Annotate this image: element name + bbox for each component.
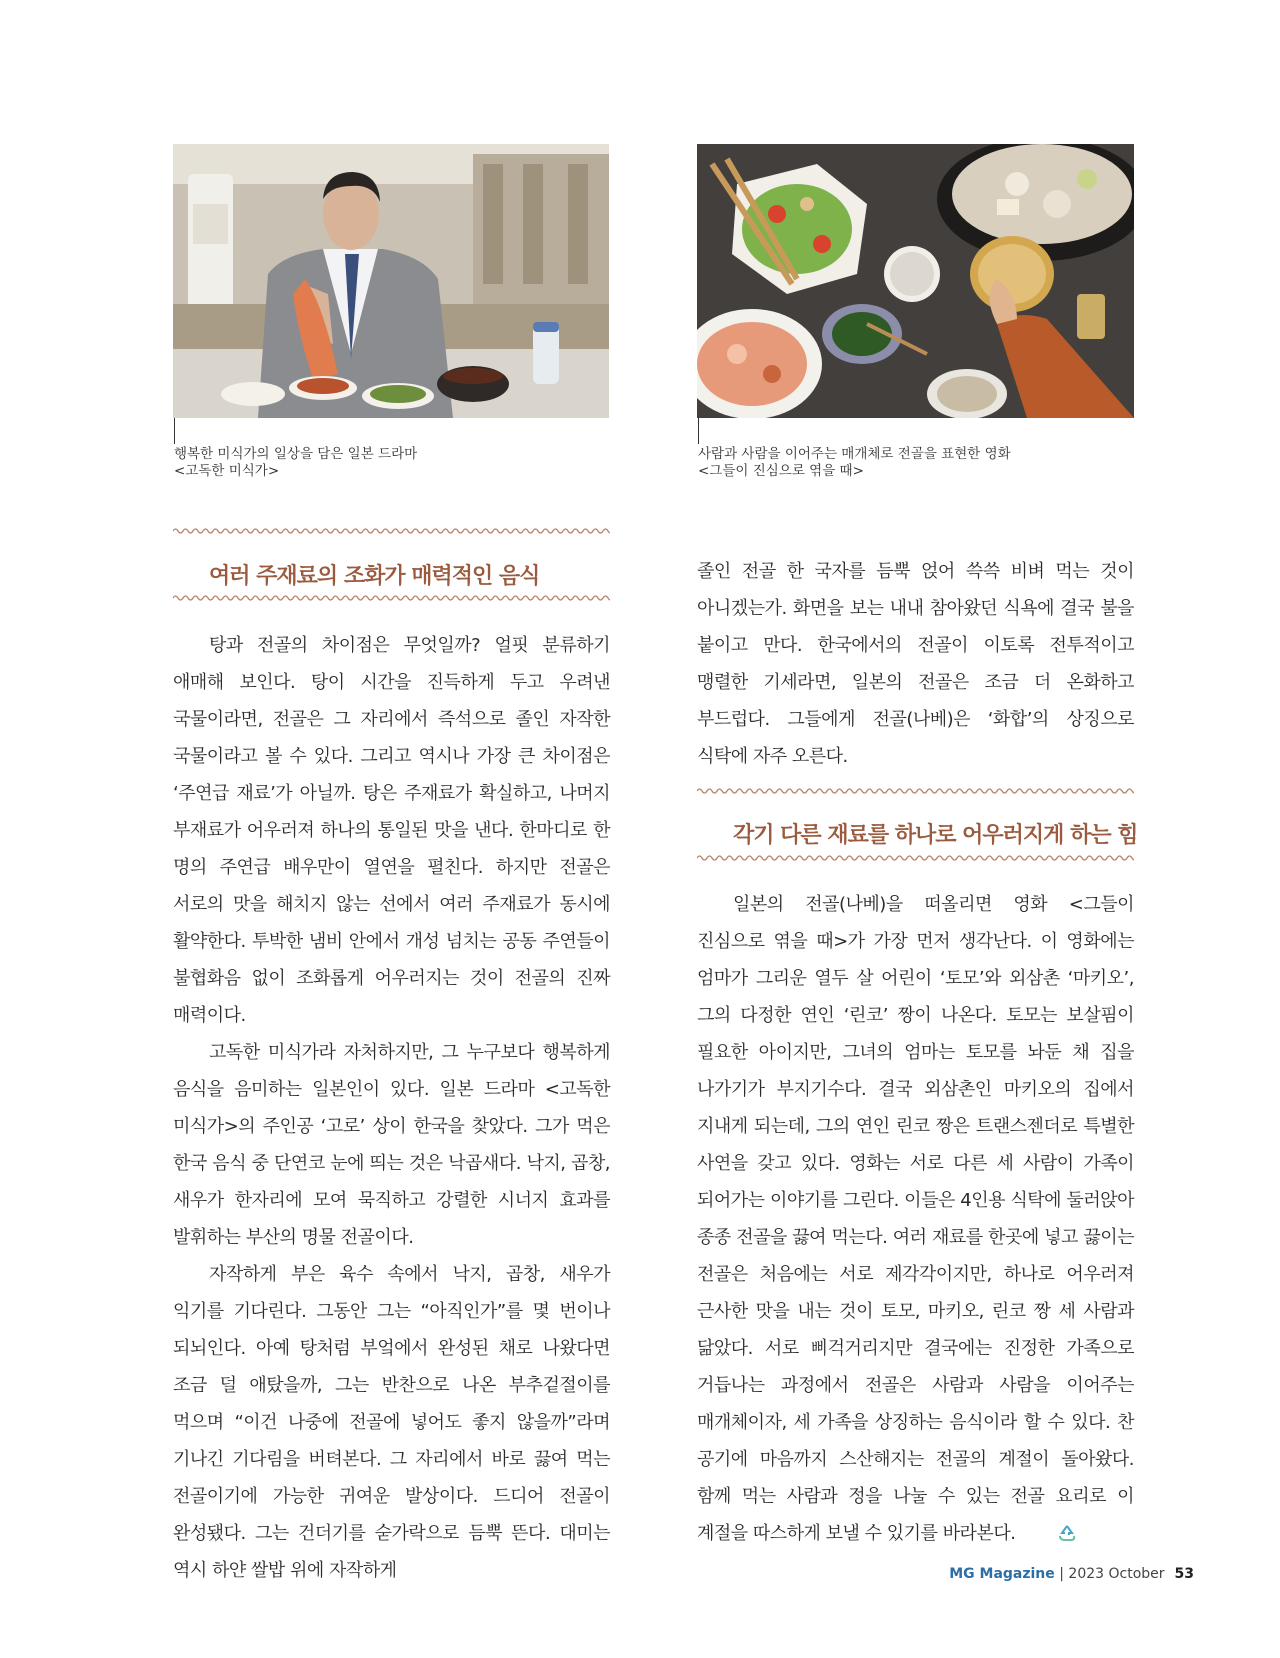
page-footer: [949, 1566, 1194, 1582]
paragraph: 탕과 전골의 차이점은 무엇일까? 얼핏 분류하기 애매해 보인다. 탕이 시간을 진득하게 두고 우려낸 국물이라면, 전골은 그 자리에서 즉석으로 졸인 자작한 국물이라고 볼 수 있다. 그리고 역시나 가장 큰 차이점은 ‘주연급 재료’가 아닐까. 탕은 주재료가 확실하고, 나머지 부재료가 어우러져 하나의 통일된 맛을 낸다. 한마디로 한 명의 주연급 배우만이 열연을 펼친다. 하지만 전골은 서로의 맛을 해치지 않는 선에서 여러 주재료가 동시에 활약한다. 투박한 냄비 안에서 개성 넘치는 공동 주연들이 불협화음 없이 조화롭게 어우러지는 것이 전골의 진짜 매력이다.: [173, 635, 610, 1026]
body-column-left: [173, 627, 610, 1589]
caption-line-left: [174, 418, 175, 444]
wave-divider-bottom-1: [173, 593, 610, 603]
paragraph: 자작하게 부은 육수 속에서 낙지, 곱창, 새우가 익기를 기다린다. 그동안 그는 “아직인가”를 몇 번이나 되뇌인다. 아예 탕처럼 부엌에서 완성된 채로 나왔다면 조금 덜 애탔을까, 그는 반찬으로 나온 부추겉절이를 먹으며 “이건 나중에 전골에 넣어도 좋지 않을까”라며 기나긴 기다림을 버텨본다. 그 자리에서 바로 끓여 먹는 전골이기에 가능한 귀여운 발상이다. 드디어 전골이 완성됐다. 그는 건더기를 숟가락으로 듬뿍 뜬다. 대미는 역시 하얀 쌀밥 위에 자작하게: [173, 1264, 610, 1581]
footer-separator: |: [1054, 1566, 1069, 1582]
wave-divider-top-2: [697, 786, 1134, 796]
body-column-right-top: [697, 553, 1134, 775]
caption-right-line2: <그들이 진심으로 엮을 때>: [698, 463, 864, 479]
wave-divider-bottom-2: [697, 853, 1134, 863]
magazine-name: MG Magazine: [949, 1566, 1055, 1582]
caption-left-line1: 행복한 미식가의 일상을 담은 일본 드라마: [174, 446, 418, 462]
paragraph: 고독한 미식가라 자처하지만, 그 누구보다 행복하게 음식을 음미하는 일본인이 있다. 일본 드라마 <고독한 미식가>의 주인공 ‘고로’ 상이 한국을 찾았다. 그가 먹은 한국 음식 중 단연코 눈에 띄는 것은 낙곱새다. 낙지, 곱창, 새우가 한자리에 모여 묵직하고 강렬한 시너지 효과를 발휘하는 부산의 명물 전골이다.: [173, 1042, 610, 1248]
photo-caption-left: [174, 446, 594, 480]
photo-caption-right: [698, 446, 1118, 480]
caption-right-line1: 사람과 사람을 이어주는 매개체로 전골을 표현한 영화: [698, 446, 1011, 462]
body-column-right-bottom: [697, 886, 1134, 1555]
photo-kodoku-drama: [173, 144, 609, 418]
paragraph: 졸인 전골 한 국자를 듬뿍 얹어 쓱쓱 비벼 먹는 것이 아니겠는가. 화면을 보는 내내 참아왔던 식욕에 결국 불을 붙이고 만다. 한국에서의 전골이 이토록 전투적이고 맹렬한 기세라면, 일본의 전골은 조금 더 온화하고 부드럽다. 그들에게 전골(나베)은 ‘화합’의 상징으로 식탁에 자주 오른다.: [697, 561, 1134, 767]
caption-left-line2: <고독한 미식가>: [174, 463, 280, 479]
paragraph-final: [697, 886, 1134, 1555]
paragraph-final-text: 일본의 전골(나베)을 떠올리면 영화 <그들이 진심으로 엮을 때>가 가장 먼저 생각난다. 이 영화에는 엄마가 그리운 열두 살 어린이 ‘토모’와 외삼촌 ‘마키오’, 그의 다정한 연인 ‘린코’ 짱이 나온다. 토모는 보살핌이 필요한 아이지만, 그녀의 엄마는 토모를 놔둔 채 집을 나가기가 부지기수다. 결국 외삼촌인 마키오의 집에서 지내게 되는데, 그의 연인 린코 짱은 트랜스젠더로 특별한 사연을 갖고 있다. 영화는 서로 다른 세 사람이 가족이 되어가는 이야기를 그린다. 이들은 4인용 식탁에 둘러앉아 종종 전골을 끓여 먹는다. 여러 재료를 한곳에 넣고 끓이는 전골은 처음에는 서로 제각각이지만, 하나로 어우러져 근사한 맛을 내는 것이 토모, 마키오, 린코 짱 세 사람과 닮았다. 서로 삐걱거리지만 결국에는 진정한 가족으로 거듭나는 과정에서 전골은 사람과 사람을 이어주는 매개체이자, 세 가족을 상징하는 음식이라 할 수 있다. 찬 공기에 마음까지 스산해지는 전골의 계절이 돌아왔다. 함께 먹는 사람과 정을 나눌 수 있는 전골 요리로 이 계절을 따스하게 보낼 수 있기를 바라본다.: [697, 894, 1134, 1544]
issue-date: 2023 October: [1068, 1566, 1165, 1582]
section-title-harmony: 여러 주재료의 조화가 매력적인 음식: [209, 564, 540, 589]
page-number: 53: [1174, 1566, 1194, 1582]
recycle-loop-icon: [1021, 1518, 1077, 1555]
wave-divider-top-1: [173, 526, 610, 536]
photo-nabe-movie: [697, 144, 1134, 418]
caption-line-right: [698, 418, 699, 444]
section-title-unity: 각기 다른 재료를 하나로 어우러지게 하는 힘: [733, 823, 1138, 848]
